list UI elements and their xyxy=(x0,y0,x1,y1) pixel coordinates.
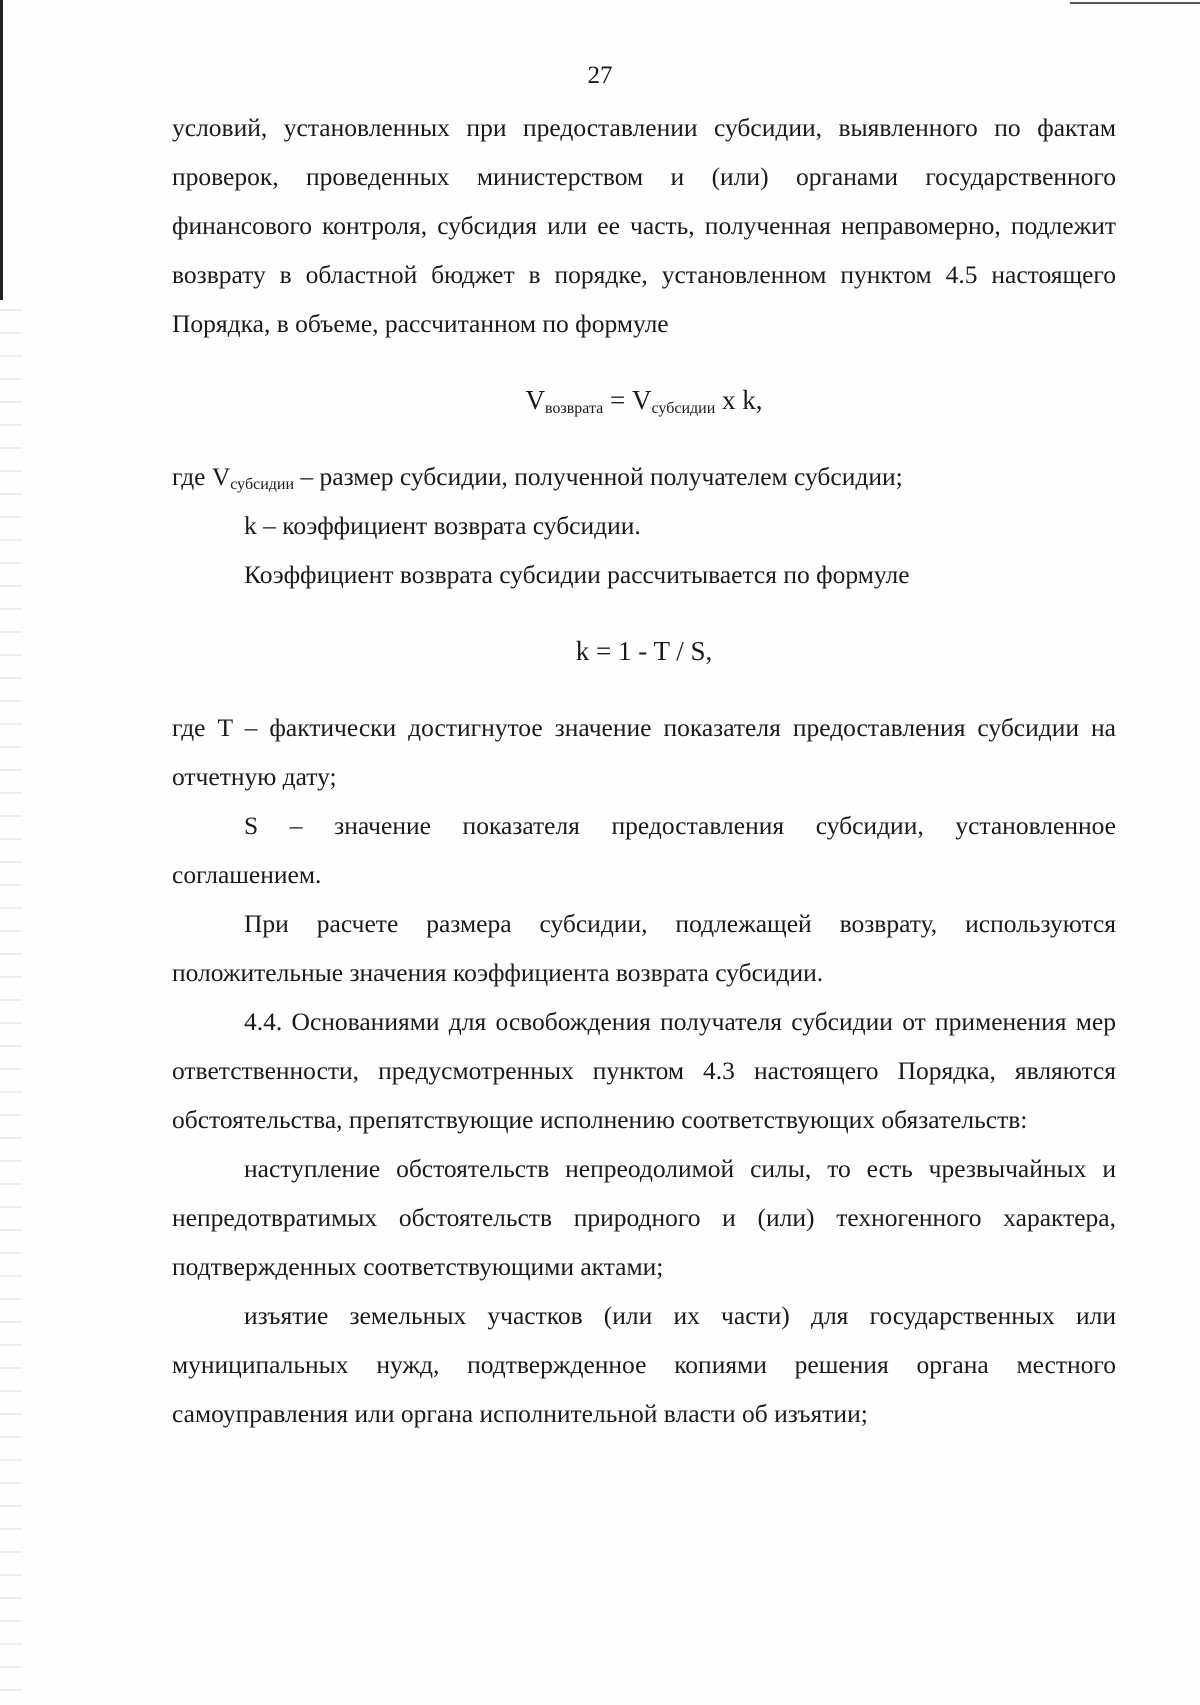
paragraph-k-definition: k – коэффициент возврата субсидии. xyxy=(244,511,641,540)
scan-top-right-line xyxy=(1070,2,1200,4)
scan-left-edge xyxy=(0,0,3,300)
formula-tail: x k, xyxy=(715,385,763,415)
paragraph-k-intro: Коэффициент возврата субсидии рассчитывается по формуле xyxy=(244,560,910,589)
formula-eq: = V xyxy=(603,385,652,415)
paragraph-t-definition: где T – фактически достигнутое значение показателя предоставления субсидии на отчетную дату; xyxy=(172,713,1116,791)
formula-lhs-sub: возврата xyxy=(544,400,604,417)
where-v-prefix: где V xyxy=(172,462,231,491)
where-v-sub: субсидии xyxy=(230,476,295,493)
document-body xyxy=(172,103,1116,1438)
paragraph-4-4: 4.4. Основаниями для освобождения получателя субсидии от применения мер ответственности, предусмотренных пунктом 4.3 настоящего Порядка, являются обстоятельства, препятствующие исполнению соответствующих обязательств: xyxy=(172,1007,1116,1134)
formula-return-volume xyxy=(172,374,1116,426)
where-v-rest: – размер субсидии, полученной получателем субсидии; xyxy=(294,462,903,491)
paragraph-force-majeure: наступление обстоятельств непреодолимой силы, то есть чрезвычайных и непредотвратимых обстоятельств природного и (или) техногенного характера, подтвержденных соответствующими актами; xyxy=(172,1154,1116,1281)
paragraph-s-definition: S – значение показателя предоставления субсидии, установленное соглашением. xyxy=(172,811,1116,889)
formula-coefficient: k = 1 - T / S, xyxy=(575,636,713,666)
paragraph-land-seizure: изъятие земельных участков (или их части) для государственных или муниципальных нужд, подтвержденное копиями решения органа местного самоуправления или органа исполнительной власти об изъятии; xyxy=(172,1301,1116,1428)
paragraph-conditions: условий, установленных при предоставлении субсидии, выявленного по фактам проверок, проведенных министерством и (или) органами государственного финансового контроля, субсидия или ее часть, полученная неправомерно, подлежит возврату в областной бюджет в порядке, установленном пунктом 4.5 настоящего Порядка, в объеме, рассчитанном по формуле xyxy=(172,113,1116,338)
paragraph-where-v xyxy=(172,452,1116,501)
scan-left-speckle xyxy=(0,300,22,1705)
formula-lhs: V xyxy=(525,385,545,415)
page-number: 27 xyxy=(587,62,613,89)
formula-rhs-sub: субсидии xyxy=(651,400,716,417)
paragraph-positive-values: При расчете размера субсидии, подлежащей возврату, используются положительные значения коэффициента возврата субсидии. xyxy=(172,909,1116,987)
